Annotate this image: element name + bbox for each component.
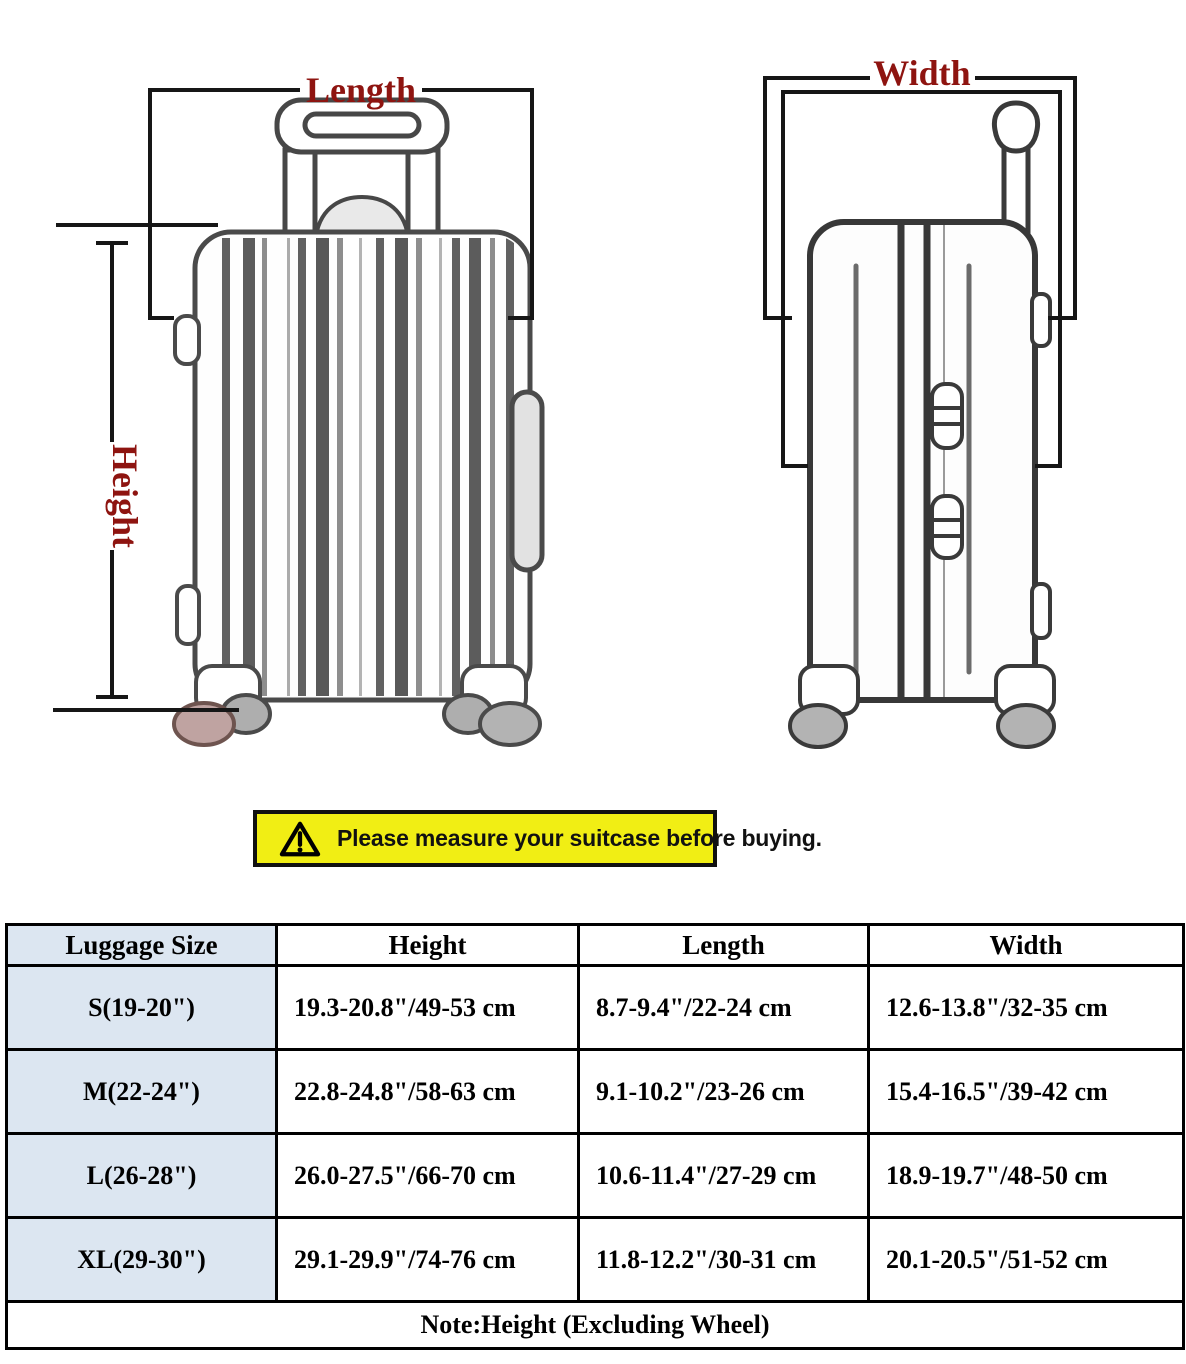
- length-cell: 9.1-10.2"/23-26 cm: [579, 1050, 869, 1134]
- width-cell: 18.9-19.7"/48-50 cm: [869, 1134, 1184, 1218]
- col-header-length: Length: [579, 925, 869, 966]
- size-cell: XL(29-30"): [7, 1218, 277, 1302]
- luggage-size-table: [5, 923, 1185, 1350]
- width-label: Width: [873, 53, 971, 93]
- length-cell: 8.7-9.4"/22-24 cm: [579, 966, 869, 1050]
- side-latch-bottom: [1032, 584, 1050, 638]
- front-suitcase-illustration: [174, 100, 542, 745]
- trolley-crossbar-grip: [305, 114, 419, 136]
- height-label: Height: [105, 444, 145, 548]
- side-suitcase-body: [810, 222, 1035, 700]
- size-cell: M(22-24"): [7, 1050, 277, 1134]
- size-cell: L(26-28"): [7, 1134, 277, 1218]
- length-cell: 10.6-11.4"/27-29 cm: [579, 1134, 869, 1218]
- side-carry-handle: [512, 392, 542, 570]
- side-latch-top: [1032, 294, 1050, 346]
- table-header-row: [7, 925, 1184, 966]
- side-trolley-knob: [994, 103, 1037, 151]
- left-lock-bump-bottom: [177, 586, 199, 644]
- table-row-medium: [7, 1050, 1184, 1134]
- width-cell: 15.4-16.5"/39-42 cm: [869, 1050, 1184, 1134]
- table-row-small: [7, 966, 1184, 1050]
- height-cell: 22.8-24.8"/58-63 cm: [277, 1050, 579, 1134]
- table-note: Note:Height (Excluding Wheel): [7, 1302, 1184, 1349]
- col-header-width: Width: [869, 925, 1184, 966]
- width-cell: 12.6-13.8"/32-35 cm: [869, 966, 1184, 1050]
- trolley-tube-right: [408, 150, 438, 240]
- height-cell: 26.0-27.5"/66-70 cm: [277, 1134, 579, 1218]
- side-trolley-pole: [1004, 146, 1028, 232]
- length-cell: 11.8-12.2"/30-31 cm: [579, 1218, 869, 1302]
- height-cell: 19.3-20.8"/49-53 cm: [277, 966, 579, 1050]
- height-cell: 29.1-29.9"/74-76 cm: [277, 1218, 579, 1302]
- width-cell: 20.1-20.5"/51-52 cm: [869, 1218, 1184, 1302]
- banner-text: Please measure your suitcase before buying.: [337, 825, 822, 851]
- side-suitcase-illustration: [790, 103, 1054, 747]
- table-row-xlarge: [7, 1218, 1184, 1302]
- table-note-row: [7, 1302, 1184, 1349]
- trolley-tube-left: [285, 150, 315, 240]
- col-header-luggage-size: Luggage Size: [7, 925, 277, 966]
- length-label: Length: [305, 70, 417, 110]
- col-header-height: Height: [277, 925, 579, 966]
- table-row-large: [7, 1134, 1184, 1218]
- left-lock-bump-top: [175, 316, 199, 364]
- size-cell: S(19-20"): [7, 966, 277, 1050]
- warning-triangle-icon: [279, 820, 321, 858]
- measure-warning-banner: [253, 810, 822, 867]
